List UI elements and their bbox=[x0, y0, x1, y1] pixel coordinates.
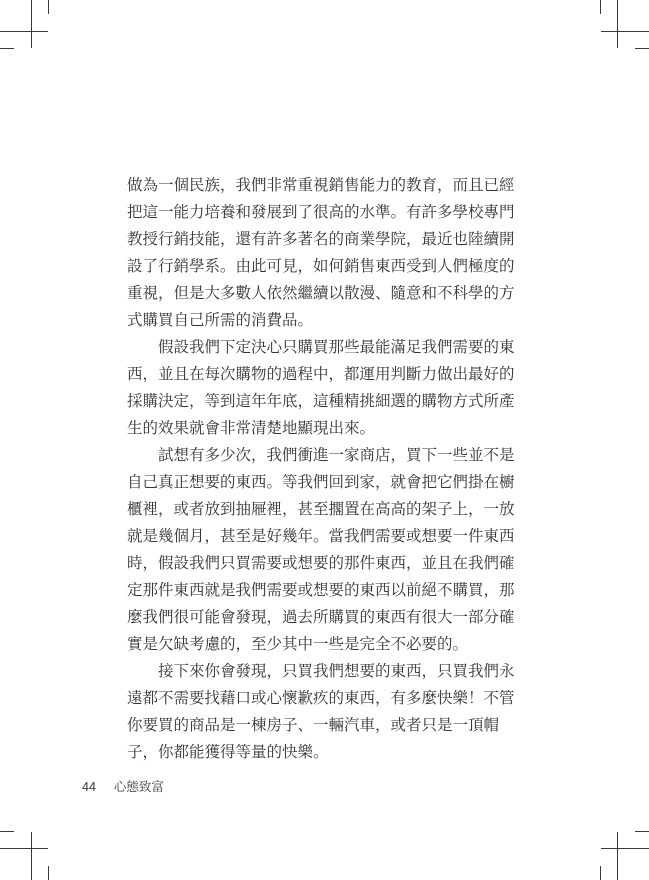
text-line: 麼我們很可能會發現，過去所購買的東西有很大一部分確 bbox=[127, 608, 515, 626]
text-line: 生的效果就會非常清楚地顯現出來。 bbox=[127, 419, 376, 437]
crop-mark-top-left-vertical bbox=[31, 0, 32, 48]
book-title: 心態致富 bbox=[113, 779, 164, 794]
text-line: 時，假設我們只買需要或想要的那件東西，並且在我們確 bbox=[127, 554, 515, 572]
text-line: 接下來你會發現，只買我們想要的東西，只買我們永 bbox=[127, 662, 515, 680]
text-line: 教授行銷技能，還有許多著名的商業學院，最近也陸續開 bbox=[127, 230, 515, 248]
text-line: 西，並且在每次購物的過程中，都運用判斷力做出最好的 bbox=[127, 365, 515, 383]
text-line: 實是欠缺考慮的，至少其中一些是完全不必要的。 bbox=[127, 635, 469, 653]
crop-mark-top-left-horizontal bbox=[0, 31, 48, 32]
text-line: 把這一能力培養和發展到了很高的水準。有許多學校專門 bbox=[127, 203, 515, 221]
text-line: 就是幾個月，甚至是好幾年。當我們需要或想要一件東西 bbox=[127, 527, 515, 545]
text-line: 採購決定，等到這年年底，這種精挑細選的購物方式所產 bbox=[127, 392, 515, 410]
crop-mark-bottom-left-horizontal bbox=[0, 848, 48, 849]
crop-mark-bottom-left-vertical bbox=[31, 832, 32, 880]
text-line: 子，你都能獲得等量的快樂。 bbox=[127, 743, 329, 761]
paragraph-4 bbox=[127, 658, 527, 766]
paragraph-2 bbox=[127, 334, 527, 442]
crop-mark-top-right-inner-h bbox=[635, 48, 649, 49]
text-line: 櫃裡，或者放到抽屜裡，甚至擱置在高高的架子上，一放 bbox=[127, 500, 515, 518]
text-line: 定那件東西就是我們需要或想要的東西以前絕不購買，那 bbox=[127, 581, 515, 599]
crop-mark-top-right-inner bbox=[600, 0, 601, 14]
crop-mark-bottom-left-inner bbox=[48, 866, 49, 880]
page-footer bbox=[82, 778, 164, 796]
crop-mark-bottom-right-vertical bbox=[617, 832, 618, 880]
crop-mark-bottom-right-horizontal bbox=[601, 848, 649, 849]
body-text bbox=[127, 172, 527, 766]
text-line: 做為一個民族，我們非常重視銷售能力的教育，而且已經 bbox=[127, 176, 515, 194]
text-line: 設了行銷學系。由此可見，如何銷售東西受到人們極度的 bbox=[127, 257, 515, 275]
page-number: 44 bbox=[82, 780, 96, 794]
crop-mark-top-right-vertical bbox=[617, 0, 618, 48]
text-line: 試想有多少次，我們衝進一家商店，買下一些並不是 bbox=[127, 446, 515, 464]
text-line: 你要買的商品是一棟房子、一輛汽車，或者只是一頂帽 bbox=[127, 716, 500, 734]
text-line: 假設我們下定決心只購買那些最能滿足我們需要的東 bbox=[127, 338, 515, 356]
crop-mark-bottom-right-inner-h bbox=[635, 831, 649, 832]
text-line: 式購買自己所需的消費品。 bbox=[127, 311, 314, 329]
crop-mark-top-right-horizontal bbox=[601, 31, 649, 32]
crop-mark-bottom-right-inner bbox=[600, 866, 601, 880]
text-line: 重視，但是大多數人依然繼續以散漫、隨意和不科學的方 bbox=[127, 284, 515, 302]
crop-mark-bottom-left-inner-h bbox=[0, 831, 14, 832]
crop-mark-top-left-inner bbox=[48, 0, 49, 14]
paragraph-1 bbox=[127, 172, 527, 334]
text-line: 自己真正想要的東西。等我們回到家，就會把它們掛在櫥 bbox=[127, 473, 515, 491]
text-line: 遠都不需要找藉口或心懷歉疚的東西，有多麼快樂！不管 bbox=[127, 689, 515, 707]
paragraph-3 bbox=[127, 442, 527, 658]
crop-mark-top-left-inner-h bbox=[0, 48, 14, 49]
